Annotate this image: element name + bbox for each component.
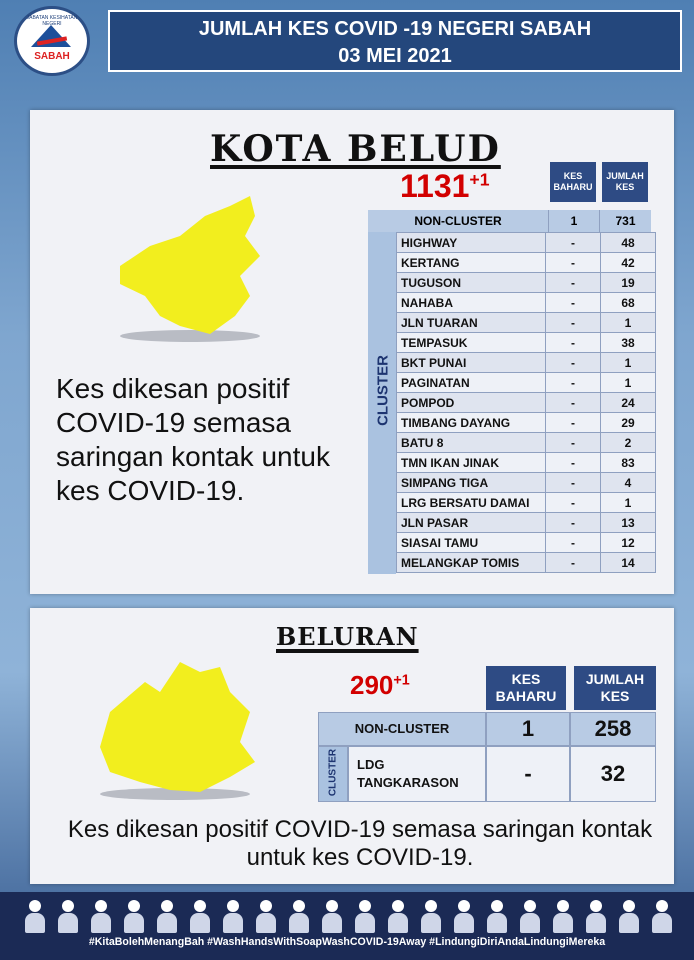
cluster-name: BATU 8 — [397, 433, 546, 453]
frontliner-figure-icon — [354, 900, 376, 934]
frontliner-figure-icon — [387, 900, 409, 934]
cluster-name: JLN PASAR — [397, 513, 546, 533]
cluster-jumlah-kes: 38 — [601, 333, 656, 353]
beluran-cluster-label-bar — [318, 746, 348, 802]
table-row — [397, 233, 656, 253]
kota-belud-panel — [30, 110, 674, 594]
frontliner-figure-icon — [123, 900, 145, 934]
table-row — [397, 433, 656, 453]
cluster-name: TMN IKAN JINAK — [397, 453, 546, 473]
beluran-col-kes-baharu-header: KES BAHARU — [486, 666, 566, 710]
table-row — [397, 393, 656, 413]
cluster-kes-baharu: - — [546, 453, 601, 473]
table-row — [397, 353, 656, 373]
beluran-col-jumlah-kes-header: JUMLAH KES — [574, 666, 656, 710]
table-row — [397, 493, 656, 513]
beluran-total — [350, 670, 410, 701]
kota-belud-non-cluster-baharu: 1 — [548, 210, 599, 232]
logo-text: SABAH — [34, 51, 70, 62]
cluster-name: TUGUSON — [397, 273, 546, 293]
kota-belud-description: Kes dikesan positif COVID-19 semasa saringan kontak untuk kes COVID-19. — [56, 373, 330, 506]
beluran-cluster-baharu: - — [486, 746, 570, 802]
table-row — [397, 293, 656, 313]
frontliner-figure-icon — [453, 900, 475, 934]
frontliner-figure-icon — [618, 900, 640, 934]
cluster-kes-baharu: - — [546, 333, 601, 353]
cluster-name: NAHABA — [397, 293, 546, 313]
kota-belud-non-cluster-label: NON-CLUSTER — [368, 210, 548, 232]
cluster-jumlah-kes: 13 — [601, 513, 656, 533]
logo-small-text: JABATAN KESIHATAN NEGERI — [26, 15, 78, 27]
cluster-name: KERTANG — [397, 253, 546, 273]
cluster-kes-baharu: - — [546, 273, 601, 293]
page-title — [108, 10, 682, 72]
cluster-kes-baharu: - — [546, 513, 601, 533]
beluran-map-icon — [90, 652, 260, 802]
footer-banner — [0, 892, 694, 960]
beluran-description: Kes dikesan positif COVID-19 semasa saringan kontak untuk kes COVID-19. — [67, 816, 653, 871]
kota-belud-cluster-table — [396, 232, 656, 573]
cluster-jumlah-kes: 83 — [601, 453, 656, 473]
cluster-jumlah-kes: 68 — [601, 293, 656, 313]
table-row — [397, 533, 656, 553]
table-row — [397, 473, 656, 493]
cluster-jumlah-kes: 1 — [601, 373, 656, 393]
cluster-jumlah-kes: 42 — [601, 253, 656, 273]
table-row — [397, 313, 656, 333]
cluster-jumlah-kes: 1 — [601, 313, 656, 333]
table-row — [397, 333, 656, 353]
col-jumlah-kes-header: JUMLAH KES — [602, 162, 648, 202]
table-row — [397, 273, 656, 293]
cluster-kes-baharu: - — [546, 253, 601, 273]
frontliner-figure-icon — [57, 900, 79, 934]
cluster-kes-baharu: - — [546, 293, 601, 313]
beluran-cluster-name: LDG TANGKARASON — [348, 746, 486, 802]
kota-belud-map-icon — [110, 196, 270, 346]
cluster-name: SIMPANG TIGA — [397, 473, 546, 493]
col-kes-baharu-header: KES BAHARU — [550, 162, 596, 202]
frontliner-figure-icon — [486, 900, 508, 934]
cluster-kes-baharu: - — [546, 233, 601, 253]
frontliner-figure-icon — [255, 900, 277, 934]
cluster-name: LRG BERSATU DAMAI — [397, 493, 546, 513]
frontliner-figure-icon — [420, 900, 442, 934]
cluster-kes-baharu: - — [546, 533, 601, 553]
district-name-kota-belud: KOTA BELUD — [210, 128, 501, 170]
cluster-kes-baharu: - — [546, 473, 601, 493]
cluster-kes-baharu: - — [546, 393, 601, 413]
cluster-name: HIGHWAY — [397, 233, 546, 253]
frontliner-figure-icon — [321, 900, 343, 934]
kota-belud-total-value: 1131 — [400, 168, 470, 204]
cluster-kes-baharu: - — [546, 553, 601, 573]
beluran-cluster-label: CLUSTER — [327, 748, 339, 797]
frontliner-figure-icon — [552, 900, 574, 934]
cluster-kes-baharu: - — [546, 313, 601, 333]
sabah-health-logo — [14, 6, 90, 76]
kota-belud-non-cluster-jumlah: 731 — [599, 210, 651, 232]
beluran-non-cluster-jumlah: 258 — [570, 712, 656, 746]
cluster-jumlah-kes: 4 — [601, 473, 656, 493]
table-row — [397, 553, 656, 573]
cluster-jumlah-kes: 29 — [601, 413, 656, 433]
cluster-jumlah-kes: 48 — [601, 233, 656, 253]
district-name-beluran: BELURAN — [276, 622, 419, 651]
table-row — [397, 373, 656, 393]
cluster-name: PAGINATAN — [397, 373, 546, 393]
frontliner-figure-icon — [519, 900, 541, 934]
cluster-kes-baharu: - — [546, 413, 601, 433]
frontliner-figure-icon — [222, 900, 244, 934]
cluster-kes-baharu: - — [546, 493, 601, 513]
footer-hashtags: #KitaBolehMenangBah #WashHandsWithSoapWashCOVID-19Away #LindungiDiriAndaLindungiMereka — [88, 936, 606, 948]
beluran-increase: +1 — [393, 672, 410, 689]
cluster-name: TEMPASUK — [397, 333, 546, 353]
cluster-kes-baharu: - — [546, 353, 601, 373]
beluran-non-cluster-baharu: 1 — [486, 712, 570, 746]
cluster-name: JLN TUARAN — [397, 313, 546, 333]
cluster-name: POMPOD — [397, 393, 546, 413]
cluster-name: BKT PUNAI — [397, 353, 546, 373]
table-row — [397, 413, 656, 433]
cluster-kes-baharu: - — [546, 373, 601, 393]
title-date: 03 MEI 2021 — [338, 45, 452, 67]
kota-belud-cluster-label-bar — [368, 232, 396, 574]
cluster-name: SIASAI TAMU — [397, 533, 546, 553]
cluster-jumlah-kes: 19 — [601, 273, 656, 293]
cluster-name: MELANGKAP TOMIS — [397, 553, 546, 573]
cluster-jumlah-kes: 12 — [601, 533, 656, 553]
frontliner-figure-icon — [189, 900, 211, 934]
kota-belud-increase: +1 — [469, 169, 490, 190]
frontliner-figure-icon — [288, 900, 310, 934]
beluran-panel — [30, 608, 674, 884]
kota-belud-total — [400, 168, 489, 205]
cluster-jumlah-kes: 24 — [601, 393, 656, 413]
beluran-total-value: 290 — [350, 670, 394, 700]
table-row — [397, 253, 656, 273]
cluster-jumlah-kes: 1 — [601, 493, 656, 513]
beluran-cluster-jumlah: 32 — [570, 746, 656, 802]
cluster-jumlah-kes: 1 — [601, 353, 656, 373]
table-row — [397, 453, 656, 473]
cluster-jumlah-kes: 2 — [601, 433, 656, 453]
cluster-label: CLUSTER — [374, 355, 392, 426]
frontliner-figure-icon — [90, 900, 112, 934]
cluster-name: TIMBANG DAYANG — [397, 413, 546, 433]
frontliner-figure-icon — [585, 900, 607, 934]
cluster-kes-baharu: - — [546, 433, 601, 453]
frontliner-figure-icon — [156, 900, 178, 934]
title-line-1: JUMLAH KES COVID -19 NEGERI SABAH — [198, 18, 592, 40]
beluran-non-cluster-label: NON-CLUSTER — [318, 712, 486, 746]
cluster-jumlah-kes: 14 — [601, 553, 656, 573]
frontliner-figure-icon — [651, 900, 673, 934]
table-row — [397, 513, 656, 533]
frontliner-figure-icon — [24, 900, 46, 934]
